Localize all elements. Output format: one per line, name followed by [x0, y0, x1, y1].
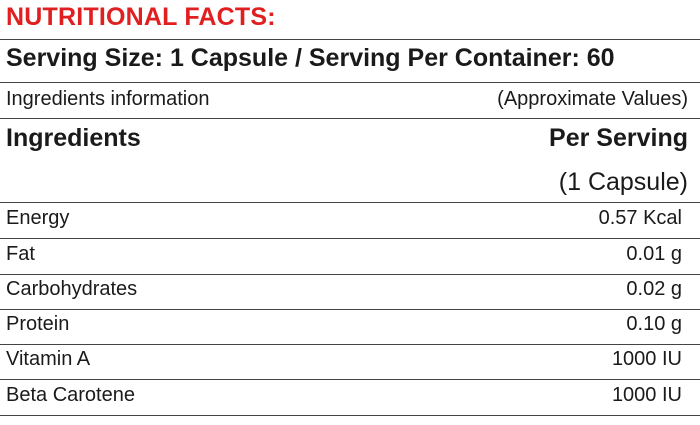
table-row [0, 274, 700, 309]
row-value: 0.10 g [626, 313, 682, 335]
row-name: Protein [6, 313, 70, 335]
serving-size-line: Serving Size: 1 Capsule / Serving Per Container: 60 [6, 44, 615, 72]
row-name: Fat [6, 243, 35, 265]
row-value: 0.01 g [626, 243, 682, 265]
row-value: 1000 IU [611, 348, 682, 370]
row-value: 0.02 g [626, 278, 682, 300]
row-name: Energy [6, 207, 70, 229]
table-row [0, 203, 700, 238]
row-name: Vitamin A [6, 348, 91, 370]
per-serving-subheader: (1 Capsule) [558, 168, 688, 196]
row-name: Carbohydrates [6, 278, 138, 300]
table-row [0, 344, 700, 379]
table-row [0, 309, 700, 344]
row-name: Beta Carotene [6, 384, 135, 406]
table-row [0, 239, 700, 274]
ingredients-info-label: Ingredients information [6, 88, 210, 110]
divider-top [0, 39, 700, 40]
row-value: 0.57 Kcal [598, 207, 682, 229]
divider-serving [0, 82, 700, 83]
row-value: 1000 IU [611, 384, 682, 406]
approximate-values-label: (Approximate Values) [497, 88, 688, 110]
divider-info [0, 118, 700, 119]
per-serving-header: Per Serving [549, 124, 688, 152]
row-divider [0, 415, 700, 416]
ingredients-header: Ingredients [6, 124, 141, 152]
table-row [0, 380, 700, 415]
nutrition-title: NUTRITIONAL FACTS: [6, 3, 276, 31]
